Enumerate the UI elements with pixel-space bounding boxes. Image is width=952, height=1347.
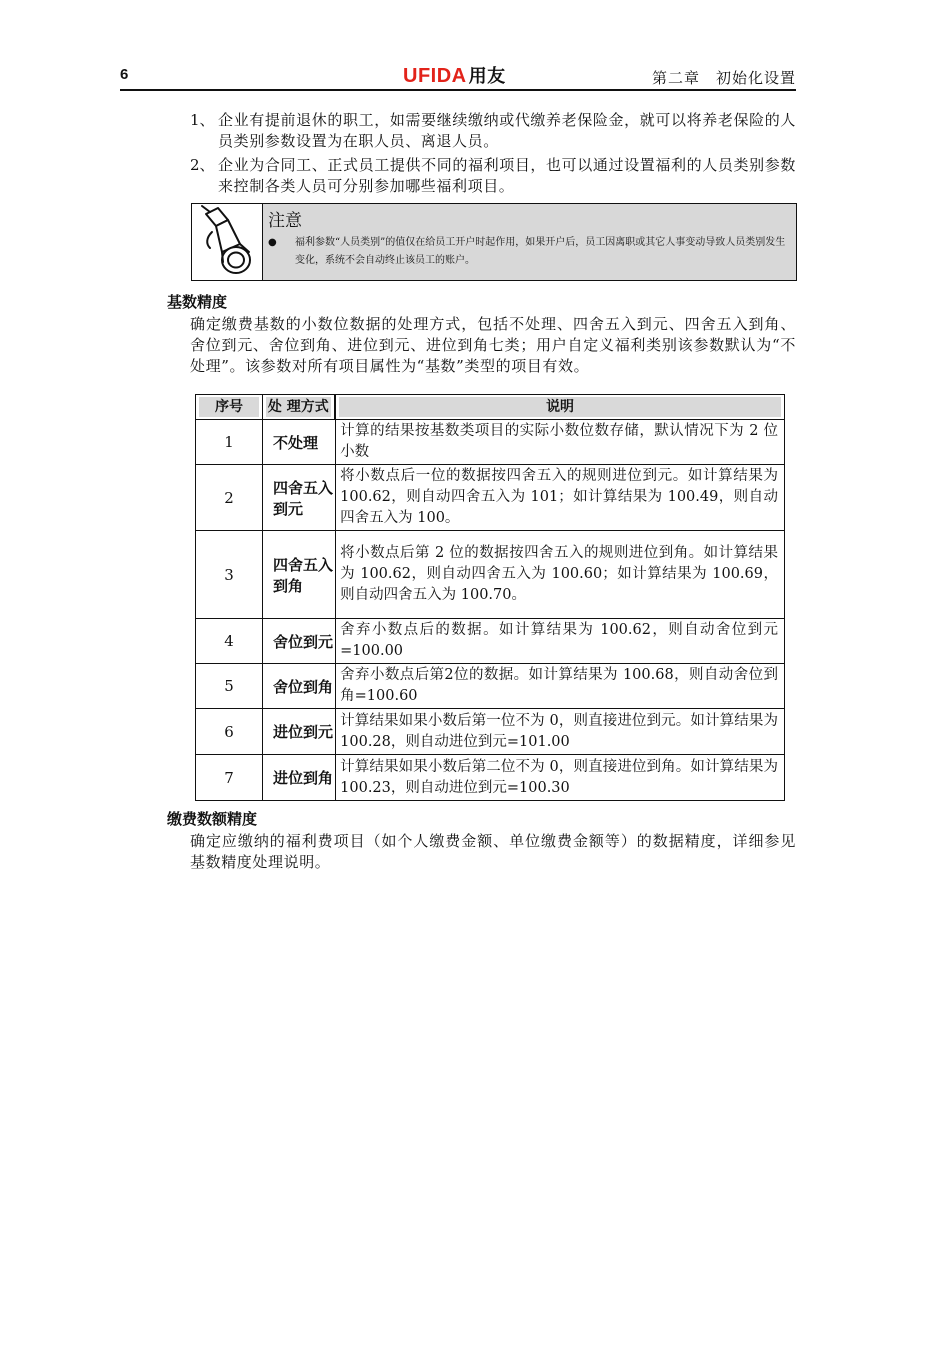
note-icon-box — [192, 204, 263, 280]
table-row — [196, 709, 785, 755]
row-no: 5 — [196, 664, 263, 709]
header-mode: 处 理方式 — [263, 395, 335, 420]
table-row — [196, 531, 785, 619]
row-mode: 进位到角 — [263, 755, 336, 801]
header-rule — [120, 89, 796, 91]
row-desc: 舍弃小数点后第2位的数据。如计算结果为 100.68，则自动舍位到角=100.60 — [336, 664, 785, 709]
row-desc: 计算结果如果小数后第二位不为 0，则直接进位到角。如计算结果为 100.23，则自动进位到元=100.30 — [336, 755, 785, 801]
ufida-logo — [403, 62, 506, 88]
row-mode: 舍位到元 — [263, 619, 336, 664]
section-body-payment-precision: 确定应缴纳的福利费项目（如个人缴费金额、单位缴费金额等）的数据精度，详细参见基数精度处理说明。 — [190, 832, 796, 871]
table-row — [196, 420, 785, 465]
table-row — [196, 664, 785, 709]
header-no: 序号 — [196, 395, 263, 420]
row-desc: 计算的结果按基数类项目的实际小数位数存储，默认情况下为 2 位小数 — [336, 420, 785, 465]
megaphone-icon — [192, 204, 262, 280]
row-mode: 进位到元 — [263, 709, 336, 755]
note-box — [191, 203, 797, 281]
list-text: 企业为合同工、正式员工提供不同的福利项目，也可以通过设置福利的人员类别参数来控制各类人员可分别参加哪些福利项目。 — [218, 156, 796, 195]
note-title: 注意 — [268, 211, 302, 231]
list-text: 企业有提前退休的职工，如需要继续缴纳或代缴养老保险金，就可以将养老保险的人员类别参数设置为在职人员、离退人员。 — [218, 111, 796, 150]
row-desc: 计算结果如果小数后第一位不为 0，则直接进位到元。如计算结果为 100.28，则自动进位到元=101.00 — [336, 709, 785, 755]
row-desc: 舍弃小数点后的数据。如计算结果为 100.62，则自动舍位到元=100.00 — [336, 619, 785, 664]
list-number: 1、 — [190, 111, 215, 129]
row-mode: 舍位到角 — [263, 664, 336, 709]
row-no: 1 — [196, 420, 263, 465]
list-item — [190, 155, 796, 197]
page-number: 6 — [120, 66, 129, 83]
section-heading-payment-precision: 缴费数额精度 — [167, 810, 258, 828]
row-mode: 四舍五入到角 — [263, 531, 336, 619]
list-item — [190, 110, 796, 152]
table-row — [196, 755, 785, 801]
page-header — [120, 62, 796, 90]
note-bullet: ● — [268, 237, 277, 248]
row-no: 4 — [196, 619, 263, 664]
row-no: 6 — [196, 709, 263, 755]
table-row — [196, 619, 785, 664]
row-desc: 将小数点后第 2 位的数据按四舍五入的规则进位到角。如计算结果为 100.62，则自动四舍五入为 100.60；如计算结果为 100.69，则自动四舍五入为 100.70。 — [336, 531, 785, 619]
chapter-title: 第二章 初始化设置 — [651, 69, 796, 87]
table-header-row — [196, 395, 785, 420]
list-number: 2、 — [190, 156, 215, 174]
row-mode: 四舍五入到元 — [263, 465, 336, 531]
note-text: 福利参数“人员类别”的值仅在给员工开户时起作用，如果开户后，员工因离职或其它人事变动导致人员类别发生变化，系统不会自动终止该员工的账户。 — [295, 237, 786, 266]
precision-table — [195, 394, 785, 801]
table-row — [196, 465, 785, 531]
row-mode: 不处理 — [263, 420, 336, 465]
header-desc: 说明 — [336, 395, 785, 420]
section-heading-base-precision: 基数精度 — [167, 293, 228, 311]
logo-text: UFIDA — [403, 65, 467, 87]
logo-cn: 用友 — [468, 66, 506, 86]
row-no: 2 — [196, 465, 263, 531]
row-no: 3 — [196, 531, 263, 619]
row-no: 7 — [196, 755, 263, 801]
row-desc: 将小数点后一位的数据按四舍五入的规则进位到元。如计算结果为 100.62，则自动四舍五入为 101；如计算结果为 100.49，则自动四舍五入为 100。 — [336, 465, 785, 531]
section-body-base-precision: 确定缴费基数的小数位数据的处理方式，包括不处理、四舍五入到元、四舍五入到角、舍位到元、舍位到角、进位到元、进位到角七类；用户自定义福利类别该参数默认为“不处理”。该参数对所有项目属性为“基数”类型的项目有效。 — [190, 315, 796, 375]
